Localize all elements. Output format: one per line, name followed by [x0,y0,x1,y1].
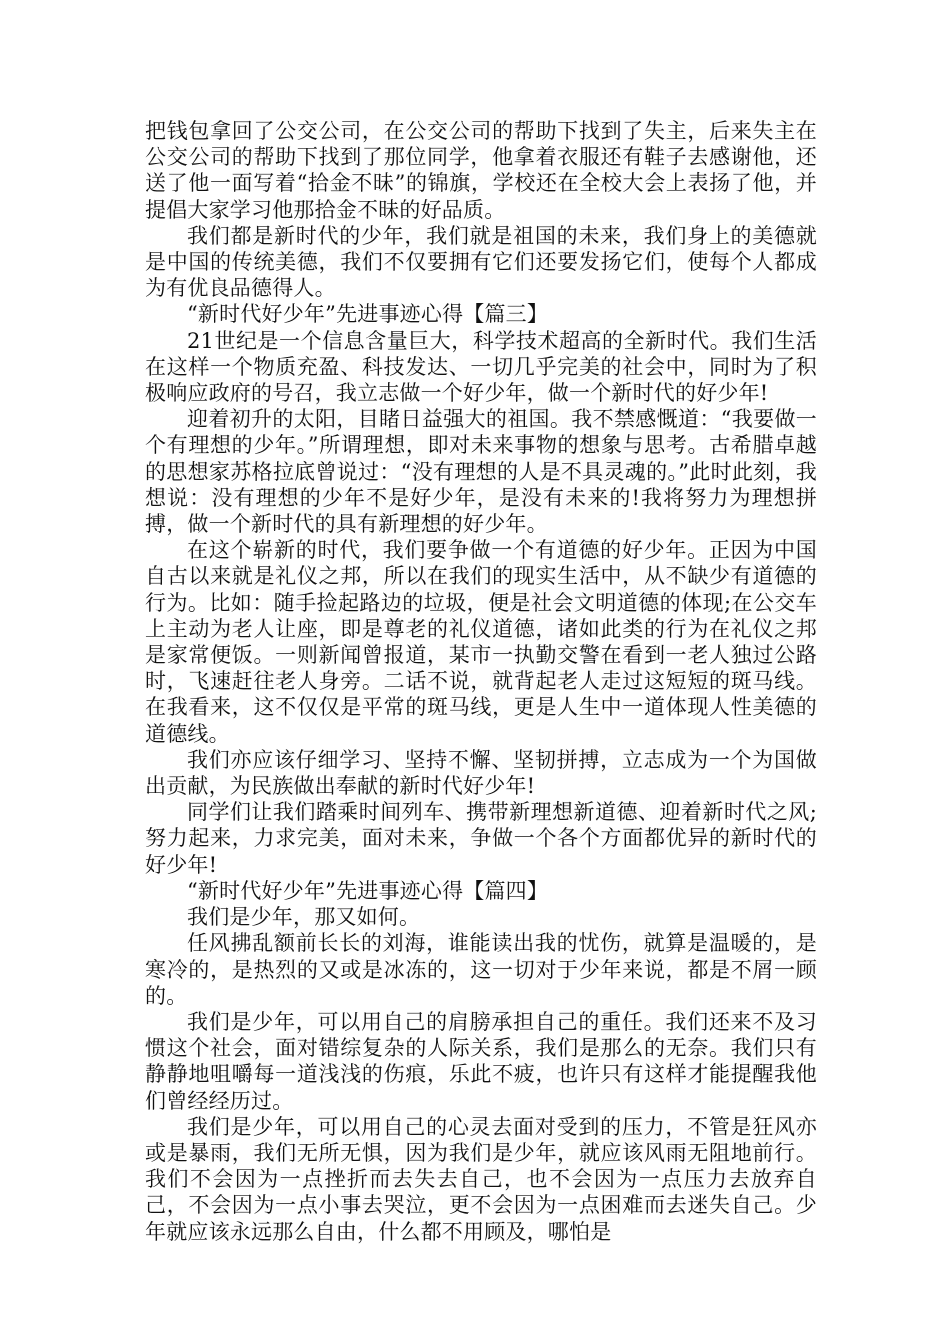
paragraph: 21世纪是一个信息含量巨大，科学技术超高的全新时代。我们生活在这样一个物质充盈、科技发达、一切几乎完美的社会中，同时为了积极响应政府的号召，我立志做一个好少年，做一个新时代的好少年! [145,328,817,406]
paragraph: 我们都是新时代的少年，我们就是祖国的未来，我们身上的美德就是中国的传统美德，我们不仅要拥有它们还要发扬它们，使每个人都成为有优良品德得人。 [145,223,817,301]
paragraph: 我们是少年，可以用自己的肩膀承担自己的重任。我们还来不及习惯这个社会，面对错综复杂的人际关系，我们是那么的无奈。我们只有静静地咀嚼每一道浅浅的伤痕，乐此不疲，也许只有这样才能提醒我他们曾经经历过。 [145,1009,817,1113]
paragraph: 在这个崭新的时代，我们要争做一个有道德的好少年。正因为中国自古以来就是礼仪之邦，所以在我们的现实生活中，从不缺少有道德的行为。比如：随手捡起路边的垃圾，便是社会文明道德的体现;在公交车上主动为老人让座，即是尊老的礼仪道德，诸如此类的行为在礼仪之邦是家常便饭。一则新闻曾报道，某市一执勤交警在看到一老人独过公路时，飞速赶往老人身旁。二话不说，就背起老人走过这短短的斑马线。在我看来，这不仅仅是平常的斑马线，更是人生中一道体现人性美德的道德线。 [145,538,817,746]
section-heading-3: “新时代好少年”先进事迹心得【篇三】 [187,302,549,327]
paragraph: 我们亦应该仔细学习、坚持不懈、坚韧拼搏，立志成为一个为国做出贡献，为民族做出奉献的新时代好少年! [145,747,817,799]
section-heading-4: “新时代好少年”先进事迹心得【篇四】 [187,878,549,903]
paragraph: 任风拂乱额前长长的刘海，谁能读出我的忧伤，就算是温暖的，是寒冷的，是热烈的又或是冰冻的，这一切对于少年来说，都是不屑一顾的。 [145,931,817,1008]
paragraph: 迎着初升的太阳，目睹日益强大的祖国。我不禁感慨道：“我要做一个有理想的少年。”所谓理想，即对未来事物的想象与思考。古希腊卓越的思想家苏格拉底曾说过：“没有理想的人是不具灵魂的。”此时此刻，我想说：没有理想的少年不是好少年，是没有未来的!我将努力为理想拼搏，做一个新时代的具有新理想的好少年。 [145,407,817,537]
document-body [145,118,817,1245]
paragraph-continued: 把钱包拿回了公交公司，在公交公司的帮助下找到了失主，后来失主在公交公司的帮助下找到了那位同学，他拿着衣服还有鞋子去感谢他，还送了他一面写着“拾金不昧”的锦旗，学校还在全校大会上表扬了他，并提倡大家学习他那拾金不昧的好品质。 [145,119,817,222]
paragraph: 同学们让我们踏乘时间列车、携带新理想新道德、迎着新时代之风;努力起来，力求完美，面对未来，争做一个各个方面都优异的新时代的好少年! [145,800,817,877]
paragraph: 我们是少年，可以用自己的心灵去面对受到的压力，不管是狂风亦或是暴雨，我们无所无惧，因为我们是少年，就应该风雨无阻地前行。我们不会因为一点挫折而去失去自己，也不会因为一点压力去放弃自己，不会因为一点小事去哭泣，更不会因为一点困难而去迷失自己。少年就应该永远那么自由，什么都不用顾及，哪怕是 [145,1114,817,1244]
paragraph: 我们是少年，那又如何。 [187,905,421,930]
